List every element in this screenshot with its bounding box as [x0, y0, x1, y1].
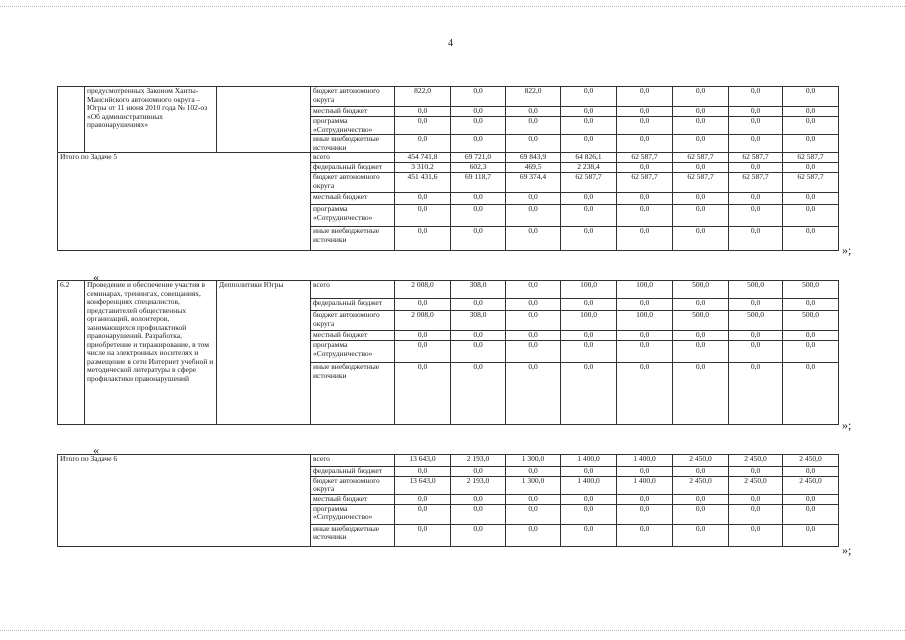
amount-cell: 0,0 [617, 341, 673, 363]
amount-cell: 2 450,0 [673, 455, 729, 467]
amount-cell: 0,0 [617, 299, 673, 311]
source-label: федеральный бюджет [311, 163, 395, 173]
amount-cell: 100,0 [561, 311, 617, 331]
amount-cell: 0,0 [451, 193, 506, 205]
table-row [58, 455, 839, 467]
executor-cell: Депполитики Югры [217, 281, 311, 425]
amount-cell: 0,0 [395, 331, 451, 341]
closing-quote-2: »; [842, 418, 852, 432]
amount-cell: 0,0 [395, 135, 451, 153]
task6-table [57, 454, 839, 547]
source-label: бюджет автономного округа [311, 87, 395, 107]
amount-cell: 0,0 [729, 331, 783, 341]
amount-cell: 0,0 [506, 524, 561, 546]
amount-cell: 0,0 [451, 299, 506, 311]
amount-cell: 0,0 [506, 504, 561, 524]
amount-cell: 0,0 [617, 87, 673, 107]
amount-cell: 0,0 [617, 135, 673, 153]
amount-cell: 822,0 [395, 87, 451, 107]
amount-cell: 0,0 [561, 363, 617, 425]
amount-cell: 0,0 [395, 117, 451, 135]
amount-cell: 0,0 [729, 227, 783, 251]
amount-cell: 2 450,0 [729, 476, 783, 494]
amount-cell: 0,0 [506, 341, 561, 363]
amount-cell: 0,0 [451, 135, 506, 153]
amount-cell: 100,0 [617, 281, 673, 299]
amount-cell: 0,0 [395, 363, 451, 425]
closing-quote-1: »; [842, 243, 852, 257]
table-row [58, 87, 839, 107]
source-label: программа «Сотрудничество» [311, 504, 395, 524]
activity-6-2-table [57, 280, 839, 425]
amount-cell: 0,0 [673, 331, 729, 341]
amount-cell: 0,0 [673, 117, 729, 135]
amount-cell: 0,0 [451, 87, 506, 107]
amount-cell: 0,0 [617, 117, 673, 135]
amount-cell: 0,0 [673, 524, 729, 546]
program-text-cell: предусмотренных Законом Ханты-Мансийского автономного округа – Югры от 11 июня 2010 года № 102-оз «Об административных правонарушениях» [85, 87, 217, 153]
amount-cell: 0,0 [395, 107, 451, 117]
opening-quote-3: « [93, 443, 99, 457]
amount-cell: 1 400,0 [617, 476, 673, 494]
amount-cell: 0,0 [729, 363, 783, 425]
amount-cell: 1 400,0 [561, 476, 617, 494]
amount-cell: 0,0 [673, 227, 729, 251]
amount-cell: 0,0 [729, 467, 783, 477]
source-label: местный бюджет [311, 494, 395, 504]
amount-cell: 62 587,7 [561, 173, 617, 193]
amount-cell: 308,0 [451, 281, 506, 299]
amount-cell: 0,0 [506, 205, 561, 227]
source-label: местный бюджет [311, 107, 395, 117]
amount-cell: 0,0 [561, 227, 617, 251]
number-cell [58, 87, 85, 153]
source-label: всего [311, 153, 395, 163]
amount-cell: 602,3 [451, 163, 506, 173]
amount-cell: 0,0 [673, 467, 729, 477]
amount-cell: 0,0 [395, 193, 451, 205]
page-number: 4 [448, 38, 453, 49]
amount-cell: 0,0 [783, 494, 839, 504]
source-label: иные внебюджетные источники [311, 135, 395, 153]
amount-cell: 1 300,0 [506, 455, 561, 467]
amount-cell: 0,0 [561, 341, 617, 363]
amount-cell: 0,0 [561, 107, 617, 117]
amount-cell: 64 826,1 [561, 153, 617, 163]
amount-cell: 0,0 [506, 135, 561, 153]
amount-cell: 0,0 [561, 299, 617, 311]
amount-cell: 0,0 [451, 227, 506, 251]
amount-cell: 0,0 [451, 331, 506, 341]
amount-cell: 500,0 [673, 281, 729, 299]
amount-cell: 0,0 [783, 193, 839, 205]
amount-cell: 1 400,0 [561, 455, 617, 467]
amount-cell: 0,0 [617, 205, 673, 227]
source-label: иные внебюджетные источники [311, 363, 395, 425]
amount-cell: 0,0 [783, 504, 839, 524]
amount-cell: 2 450,0 [673, 476, 729, 494]
amount-cell: 0,0 [673, 504, 729, 524]
amount-cell: 0,0 [506, 363, 561, 425]
amount-cell: 13 643,0 [395, 455, 451, 467]
source-label: бюджет автономного округа [311, 311, 395, 331]
amount-cell: 0,0 [561, 193, 617, 205]
amount-cell: 0,0 [561, 524, 617, 546]
amount-cell: 0,0 [395, 504, 451, 524]
amount-cell: 0,0 [673, 135, 729, 153]
source-label: местный бюджет [311, 331, 395, 341]
amount-cell: 0,0 [451, 107, 506, 117]
source-label: всего [311, 281, 395, 299]
amount-cell: 0,0 [783, 205, 839, 227]
amount-cell: 100,0 [617, 311, 673, 331]
amount-cell: 0,0 [451, 341, 506, 363]
amount-cell: 0,0 [395, 494, 451, 504]
executor-cell [217, 87, 311, 153]
table-row [58, 153, 839, 163]
amount-cell: 0,0 [561, 467, 617, 477]
amount-cell: 62 587,7 [729, 173, 783, 193]
amount-cell: 0,0 [506, 281, 561, 299]
amount-cell: 0,0 [506, 117, 561, 135]
amount-cell: 2 008,0 [395, 311, 451, 331]
source-label: иные внебюджетные источники [311, 227, 395, 251]
amount-cell: 13 643,0 [395, 476, 451, 494]
amount-cell: 3 310,2 [395, 163, 451, 173]
amount-cell: 0,0 [395, 467, 451, 477]
amount-cell: 62 587,7 [617, 173, 673, 193]
amount-cell: 0,0 [506, 299, 561, 311]
amount-cell: 69 721,0 [451, 153, 506, 163]
amount-cell: 308,0 [451, 311, 506, 331]
amount-cell: 0,0 [451, 117, 506, 135]
amount-cell: 0,0 [617, 504, 673, 524]
amount-cell: 0,0 [395, 205, 451, 227]
amount-cell: 0,0 [506, 227, 561, 251]
amount-cell: 62 587,7 [729, 153, 783, 163]
amount-cell: 0,0 [506, 494, 561, 504]
amount-cell: 0,0 [673, 494, 729, 504]
amount-cell: 2 193,0 [451, 476, 506, 494]
amount-cell: 0,0 [729, 117, 783, 135]
amount-cell: 0,0 [729, 299, 783, 311]
amount-cell: 0,0 [783, 135, 839, 153]
amount-cell: 0,0 [783, 467, 839, 477]
source-label: программа «Сотрудничество» [311, 205, 395, 227]
amount-cell: 0,0 [729, 494, 783, 504]
amount-cell: 0,0 [673, 205, 729, 227]
amount-cell: 62 587,7 [783, 153, 839, 163]
amount-cell: 0,0 [395, 524, 451, 546]
amount-cell: 0,0 [617, 467, 673, 477]
amount-cell: 62 587,7 [617, 153, 673, 163]
amount-cell: 500,0 [673, 311, 729, 331]
amount-cell: 0,0 [561, 117, 617, 135]
amount-cell: 0,0 [673, 107, 729, 117]
amount-cell: 0,0 [451, 494, 506, 504]
total-label-cell: Итого по Задаче 6 [58, 455, 311, 547]
amount-cell: 454 741,8 [395, 153, 451, 163]
amount-cell: 822,0 [506, 87, 561, 107]
total-label-cell: Итого по Задаче 5 [58, 153, 311, 251]
amount-cell: 0,0 [673, 163, 729, 173]
amount-cell: 69 118,7 [451, 173, 506, 193]
scan-edge-bottom [0, 630, 905, 635]
amount-cell: 0,0 [395, 299, 451, 311]
source-label: бюджет автономного округа [311, 173, 395, 193]
amount-cell: 0,0 [729, 193, 783, 205]
amount-cell: 0,0 [451, 205, 506, 227]
opening-quote-2: « [93, 270, 99, 284]
amount-cell: 1 400,0 [617, 455, 673, 467]
amount-cell: 2 238,4 [561, 163, 617, 173]
amount-cell: 0,0 [729, 341, 783, 363]
amount-cell: 0,0 [783, 163, 839, 173]
source-label: федеральный бюджет [311, 467, 395, 477]
amount-cell: 0,0 [506, 331, 561, 341]
amount-cell: 0,0 [561, 135, 617, 153]
amount-cell: 0,0 [729, 107, 783, 117]
source-label: программа «Сотрудничество» [311, 117, 395, 135]
amount-cell: 0,0 [451, 467, 506, 477]
amount-cell: 0,0 [783, 363, 839, 425]
amount-cell: 0,0 [395, 227, 451, 251]
amount-cell: 2 450,0 [783, 476, 839, 494]
amount-cell: 100,0 [561, 281, 617, 299]
amount-cell: 0,0 [729, 504, 783, 524]
source-label: бюджет автономного округа [311, 476, 395, 494]
closing-quote-3: »; [842, 543, 852, 557]
amount-cell: 1 300,0 [506, 476, 561, 494]
amount-cell: 0,0 [506, 311, 561, 331]
amount-cell: 2 008,0 [395, 281, 451, 299]
table-row [58, 281, 839, 299]
amount-cell: 69 374,4 [506, 173, 561, 193]
source-label: федеральный бюджет [311, 299, 395, 311]
amount-cell: 69 843,9 [506, 153, 561, 163]
amount-cell: 0,0 [395, 341, 451, 363]
amount-cell: 0,0 [673, 193, 729, 205]
amount-cell: 0,0 [783, 107, 839, 117]
amount-cell: 62 587,7 [673, 173, 729, 193]
amount-cell: 62 587,7 [783, 173, 839, 193]
amount-cell: 0,0 [729, 524, 783, 546]
amount-cell: 0,0 [561, 331, 617, 341]
amount-cell: 0,0 [729, 205, 783, 227]
amount-cell: 500,0 [729, 311, 783, 331]
amount-cell: 0,0 [617, 163, 673, 173]
source-label: всего [311, 455, 395, 467]
amount-cell: 0,0 [673, 363, 729, 425]
amount-cell: 500,0 [783, 281, 839, 299]
amount-cell: 0,0 [506, 193, 561, 205]
amount-cell: 0,0 [783, 87, 839, 107]
amount-cell: 0,0 [617, 363, 673, 425]
amount-cell: 0,0 [561, 205, 617, 227]
amount-cell: 469,5 [506, 163, 561, 173]
amount-cell: 0,0 [783, 299, 839, 311]
amount-cell: 451 431,6 [395, 173, 451, 193]
amount-cell: 0,0 [617, 227, 673, 251]
amount-cell: 0,0 [617, 524, 673, 546]
amount-cell: 0,0 [451, 524, 506, 546]
source-label: иные внебюджетные источники [311, 524, 395, 546]
amount-cell: 0,0 [673, 341, 729, 363]
amount-cell: 0,0 [673, 87, 729, 107]
scan-edge-top [0, 0, 905, 7]
amount-cell: 0,0 [561, 494, 617, 504]
amount-cell: 0,0 [783, 227, 839, 251]
amount-cell: 2 450,0 [729, 455, 783, 467]
activity-text-cell: Проведение и обеспечение участия в семинарах, тренингах, совещаниях, конференциях специалистов, представителей общественных организаций, волонтеров, занимающихся профилактикой правонарушений. Разработка, приобретение и тиражирование, в том числе на электронных носителях и размещение в сети Интернет учебной и методической литературы в сфере профилактики правонарушений [85, 281, 217, 425]
amount-cell: 0,0 [561, 87, 617, 107]
amount-cell: 0,0 [783, 117, 839, 135]
amount-cell: 0,0 [617, 331, 673, 341]
amount-cell: 0,0 [783, 331, 839, 341]
amount-cell: 0,0 [729, 87, 783, 107]
amount-cell: 0,0 [729, 163, 783, 173]
amount-cell: 0,0 [506, 467, 561, 477]
amount-cell: 2 193,0 [451, 455, 506, 467]
amount-cell: 62 587,7 [673, 153, 729, 163]
source-label: местный бюджет [311, 193, 395, 205]
amount-cell: 0,0 [783, 524, 839, 546]
source-label: программа «Сотрудничество» [311, 341, 395, 363]
amount-cell: 0,0 [617, 193, 673, 205]
amount-cell: 500,0 [783, 311, 839, 331]
amount-cell: 0,0 [617, 107, 673, 117]
amount-cell: 0,0 [561, 504, 617, 524]
amount-cell: 0,0 [451, 504, 506, 524]
amount-cell: 500,0 [729, 281, 783, 299]
amount-cell: 0,0 [451, 363, 506, 425]
activity-number-cell: 6.2 [58, 281, 85, 425]
task5-table [57, 86, 839, 251]
amount-cell: 0,0 [783, 341, 839, 363]
amount-cell: 0,0 [506, 107, 561, 117]
amount-cell: 0,0 [673, 299, 729, 311]
amount-cell: 0,0 [729, 135, 783, 153]
amount-cell: 0,0 [617, 494, 673, 504]
amount-cell: 2 450,0 [783, 455, 839, 467]
